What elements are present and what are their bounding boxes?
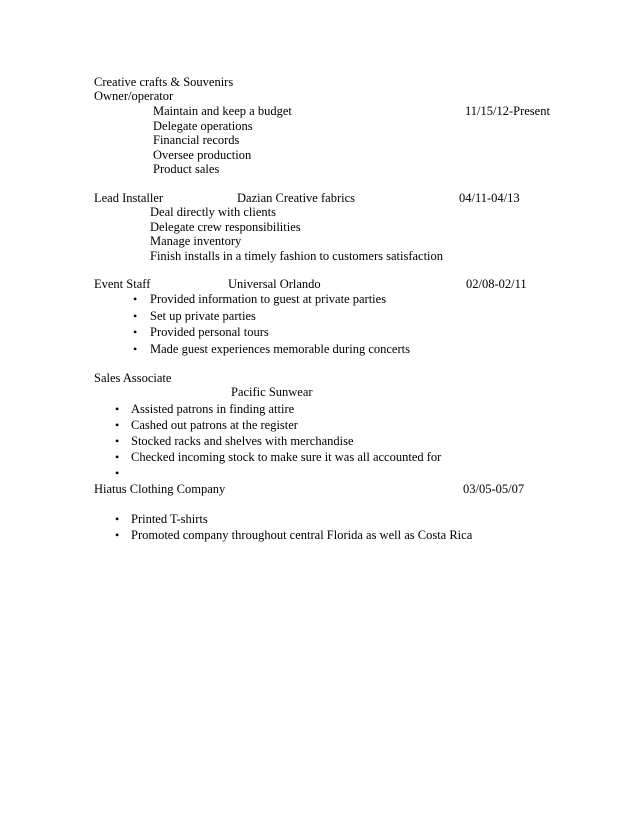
job1-duty: Oversee production (153, 148, 252, 162)
job2-duty: Manage inventory (150, 234, 242, 248)
bullet-icon: • (133, 342, 138, 356)
job1-duty: Maintain and keep a budget (153, 104, 292, 118)
bullet-icon: • (115, 466, 120, 480)
job3-duty: Provided personal tours (150, 325, 269, 339)
job4-company: Pacific Sunwear (231, 385, 313, 399)
job1-title: Owner/operator (94, 89, 174, 103)
job1-company: Creative crafts & Souvenirs (94, 75, 234, 89)
bullet-icon: • (115, 450, 120, 464)
job1-dates: 11/15/12-Present (465, 104, 550, 118)
job2-title: Lead Installer (94, 191, 164, 205)
job3-title: Event Staff (94, 277, 151, 291)
job4-duty: Assisted patrons in finding attire (131, 402, 295, 416)
job5-duty: Promoted company throughout central Florida as well as Costa Rica (131, 528, 473, 542)
job1-duty: Financial records (153, 133, 240, 147)
bullet-icon: • (133, 309, 138, 323)
job2-dates: 04/11-04/13 (459, 191, 520, 205)
job3-dates: 02/08-02/11 (466, 277, 527, 291)
bullet-icon: • (133, 325, 138, 339)
bullet-icon: • (115, 418, 120, 432)
job3-duty: Provided information to guest at private parties (150, 292, 387, 306)
bullet-icon: • (133, 292, 138, 306)
job4-duty: Stocked racks and shelves with merchandise (131, 434, 354, 448)
job5-dates: 03/05-05/07 (463, 482, 525, 496)
job5-duty: Printed T-shirts (131, 512, 208, 526)
job5-company: Hiatus Clothing Company (94, 482, 226, 496)
job4-duty: Checked incoming stock to make sure it was all accounted for (131, 450, 442, 464)
job2-duty: Delegate crew responsibilities (150, 220, 301, 234)
job2-duty: Finish installs in a timely fashion to customers satisfaction (150, 249, 444, 263)
job1-duty: Delegate operations (153, 119, 253, 133)
bullet-icon: • (115, 402, 120, 416)
job3-duty: Set up private parties (150, 309, 256, 323)
bullet-icon: • (115, 512, 120, 526)
job3-company: Universal Orlando (228, 277, 321, 291)
job4-title: Sales Associate (94, 371, 172, 385)
bullet-icon: • (115, 434, 120, 448)
job3-duty: Made guest experiences memorable during concerts (150, 342, 410, 356)
job2-duty: Deal directly with clients (150, 205, 277, 219)
bullet-icon: • (115, 528, 120, 542)
job4-duty: Cashed out patrons at the register (131, 418, 298, 432)
job2-company: Dazian Creative fabrics (237, 191, 355, 205)
job1-duty: Product sales (153, 162, 220, 176)
